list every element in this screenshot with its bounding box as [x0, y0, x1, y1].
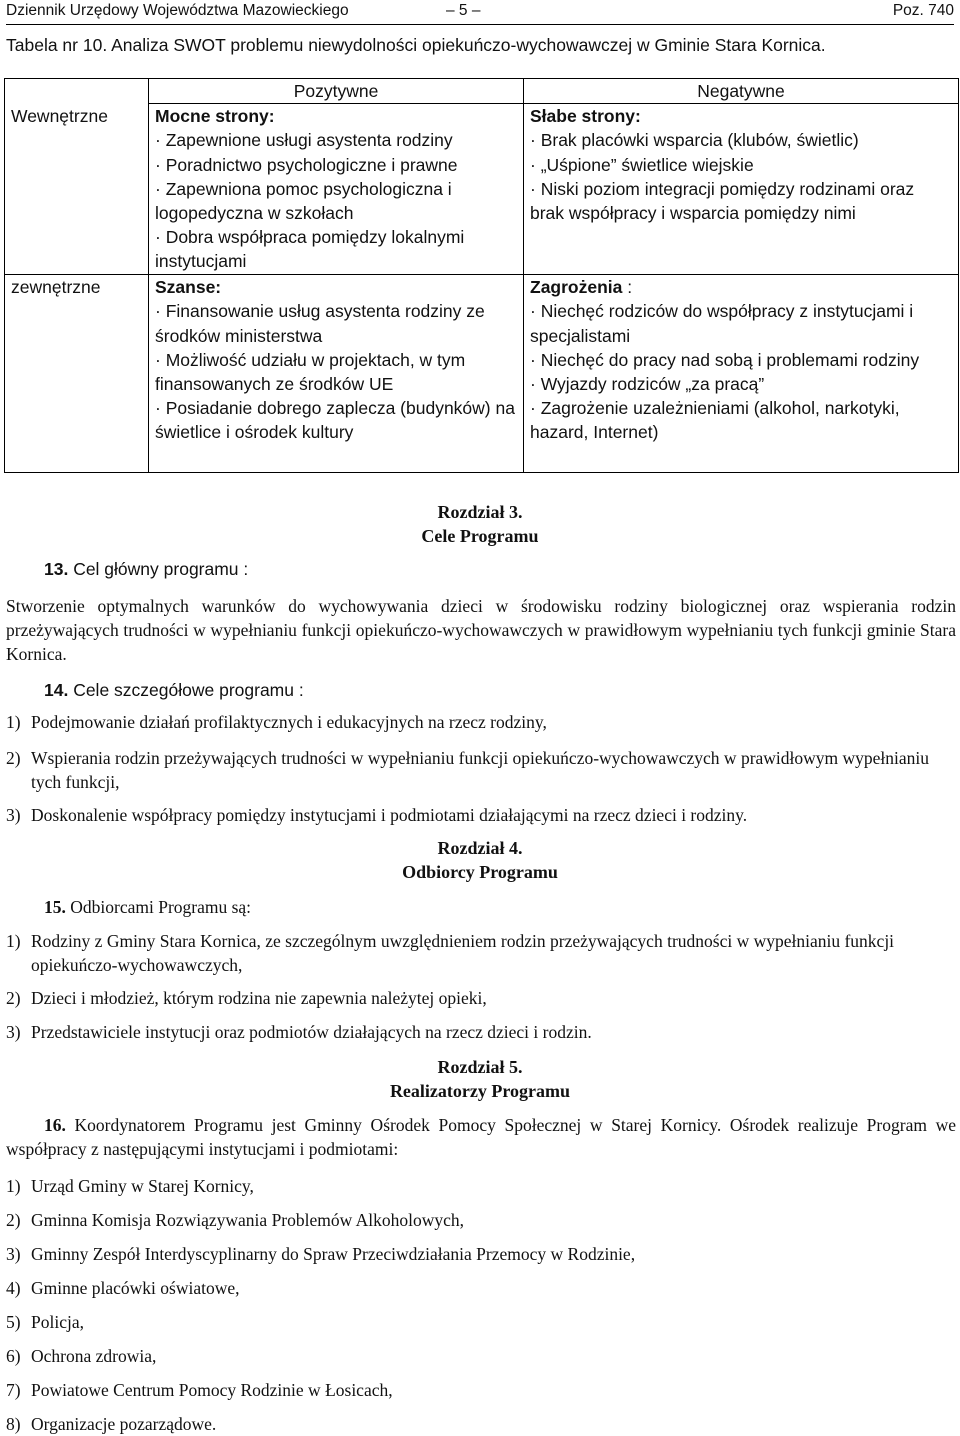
section-16-paragraph [6, 1113, 956, 1161]
swot-external-row [5, 275, 959, 473]
swot-corner-cell [5, 79, 149, 104]
list-item [6, 1412, 956, 1436]
chapter-3-subtitle: Cele Programu [421, 526, 539, 546]
list-item-number: 2) [6, 748, 21, 768]
chapter-5-subtitle: Realizatorzy Programu [389, 1081, 571, 1101]
swot-weaknesses-cell [524, 104, 959, 275]
list-item [6, 1242, 956, 1266]
swot-opportunities-cell [149, 275, 524, 473]
list-item-number: 1) [6, 712, 21, 732]
opportunity-item: · Możliwość udziału w projektach, w tym finansowanych ze środków UE [155, 349, 466, 395]
swot-table [4, 78, 959, 473]
section-13-title: Cel główny programu : [68, 559, 249, 579]
section-15-heading [44, 895, 251, 919]
section-14-heading [44, 678, 304, 702]
threats-title: Zagrożenia [530, 277, 623, 298]
list-item-text: Doskonalenie współpracy pomiędzy instytucjami i podmiotami działającymi na rzecz dzieci i rodziny. [31, 805, 748, 825]
swot-col-negative: Negatywne [524, 79, 959, 104]
threat-item: · Niechęć do pracy nad sobą i problemami rodziny [530, 349, 920, 370]
strength-item: · Poradnictwo psychologiczne i prawne [155, 154, 458, 175]
list-item-text: Gminne placówki oświatowe, [31, 1278, 240, 1298]
list-item-text: Powiatowe Centrum Pomocy Rodzinie w Łosicach, [31, 1380, 393, 1400]
list-item-number: 6) [6, 1346, 21, 1366]
strengths-title: Mocne strony: [155, 106, 275, 127]
list-item-number: 7) [6, 1380, 21, 1400]
list-item-number: 1) [6, 1176, 21, 1196]
section-15-title: Odbiorcami Programu są: [65, 897, 252, 917]
list-item [6, 1174, 956, 1198]
list-item-text: Urząd Gminy w Starej Kornicy, [31, 1176, 254, 1196]
list-item [6, 1208, 956, 1232]
opportunity-item: · Posiadanie dobrego zaplecza (budynków) na świetlice i ośrodek kultury [155, 398, 515, 443]
list-item-number: 3) [6, 1244, 21, 1264]
list-item-text: Gminna Komisja Rozwiązywania Problemów Alkoholowych, [31, 1210, 465, 1230]
swot-internal-row [5, 104, 959, 275]
threats-colon: : [622, 277, 633, 298]
list-item [6, 1276, 956, 1300]
position-number: Poz. 740 [892, 2, 954, 19]
list-item-text: Wspierania rodzin przeżywających trudności w wypełnianiu funkcji opiekuńczo-wychowawczych w prawidłowym wypełnianiu tych funkcji, [31, 748, 930, 792]
list-item [6, 710, 956, 734]
list-item [6, 1020, 956, 1044]
swot-threats-cell [524, 275, 959, 473]
list-item-number: 2) [6, 1210, 21, 1230]
section-16-number: 16. [44, 1115, 66, 1135]
section-13-number: 13. [44, 559, 69, 579]
section-13-text: Stworzenie optymalnych warunków do wychowywania dzieci w środowisku rodziny biologicznej oraz wspierania rodzin przeżywających trudności w wypełnianiu funkcji opiekuńczo-wychowawczych w prawidłowym wypełnianiu tych funkcji gminie Stara Kornica. [6, 596, 956, 664]
threat-item: · Niechęć rodziców do współpracy z instytucjami i specjalistami [530, 301, 914, 346]
list-item-number: 1) [6, 931, 21, 951]
table-caption: Tabela nr 10. Analiza SWOT problemu niewydolności opiekuńczo-wychowawczej w Gminie Stara Kornica. [6, 35, 826, 55]
list-item-text: Gminny Zespół Interdyscyplinarny do Spraw Przeciwdziałania Przemocy w Rodzinie, [31, 1244, 636, 1264]
list-item-text: Organizacje pozarządowe. [31, 1414, 217, 1434]
threats-heading [530, 275, 952, 299]
weakness-item: · Niski poziom integracji pomiędzy rodzinami oraz brak współpracy i wsparcia pomiędzy nimi [530, 178, 915, 224]
opportunities-title: Szanse: [155, 277, 222, 298]
chapter-5-title: Rozdział 5. [437, 1057, 523, 1077]
page-header [6, 0, 954, 25]
threat-item: · Wyjazdy rodziców „za pracą” [530, 374, 765, 395]
opportunity-item: · Finansowanie usług asystenta rodziny ze środków ministerstwa [155, 301, 485, 346]
weakness-item: · Brak placówki wsparcia (klubów, świetlic) [530, 130, 859, 151]
list-item-text: Podejmowanie działań profilaktycznych i edukacyjnych na rzecz rodziny, [31, 712, 547, 732]
swot-col-positive: Pozytywne [149, 79, 524, 104]
section-16-text: Koordynatorem Programu jest Gminny Ośrodek Pomocy Społecznej w Starej Kornicy. Ośrodek realizuje Program we współpracy z następującymi instytucjami i podmiotami: [6, 1115, 956, 1159]
list-item [6, 1344, 956, 1368]
strength-item: · Zapewnione usługi asystenta rodziny [155, 130, 453, 151]
section-14-number: 14. [44, 680, 69, 700]
list-item [6, 803, 956, 827]
list-item-text: Dzieci i młodzież, którym rodzina nie zapewnia należytej opieki, [31, 988, 487, 1008]
swot-row-internal: Wewnętrzne [5, 104, 149, 275]
list-item-number: 2) [6, 988, 21, 1008]
list-item-number: 5) [6, 1312, 21, 1332]
weakness-item: · „Uśpione” świetlice wiejskie [530, 154, 754, 175]
journal-title: Dziennik Urzędowy Województwa Mazowieckiego [6, 2, 349, 19]
section-13-heading [44, 557, 248, 581]
weaknesses-title: Słabe strony: [530, 106, 641, 127]
list-item-text: Rodziny z Gminy Stara Kornica, ze szczególnym uwzględnieniem rodzin przeżywających trudności w wypełnianiu funkcji opiekuńczo-wychowawczych, [31, 931, 895, 975]
chapter-3-title: Rozdział 3. [437, 502, 523, 522]
list-item-number: 8) [6, 1414, 21, 1434]
list-item [6, 1378, 956, 1402]
swot-row-external: zewnętrzne [5, 275, 149, 473]
chapter-4-subtitle: Odbiorcy Programu [402, 862, 558, 882]
page-number: – 5 – [446, 2, 481, 19]
strength-item: · Dobra współpraca pomiędzy lokalnymi instytucjami [155, 227, 465, 272]
list-item-number: 3) [6, 1022, 21, 1042]
section-14-title: Cele szczegółowe programu : [68, 680, 304, 700]
list-item [6, 986, 956, 1010]
strength-item: · Zapewniona pomoc psychologiczna i logopedyczna w szkołach [155, 178, 452, 224]
chapter-4-title: Rozdział 4. [437, 838, 523, 858]
swot-header-row [5, 79, 959, 104]
list-item-number: 4) [6, 1278, 21, 1298]
list-item [6, 929, 956, 977]
list-item [6, 746, 956, 794]
list-item-text: Policja, [31, 1312, 84, 1332]
list-item-number: 3) [6, 805, 21, 825]
threat-item: · Zagrożenie uzależnieniami (alkohol, narkotyki, hazard, Internet) [530, 398, 900, 443]
list-item [6, 1310, 956, 1334]
list-item-text: Ochrona zdrowia, [31, 1346, 157, 1366]
swot-strengths-cell [149, 104, 524, 275]
list-item-text: Przedstawiciele instytucji oraz podmiotów działających na rzecz dzieci i rodzin. [31, 1022, 592, 1042]
section-15-number: 15. [44, 897, 66, 917]
